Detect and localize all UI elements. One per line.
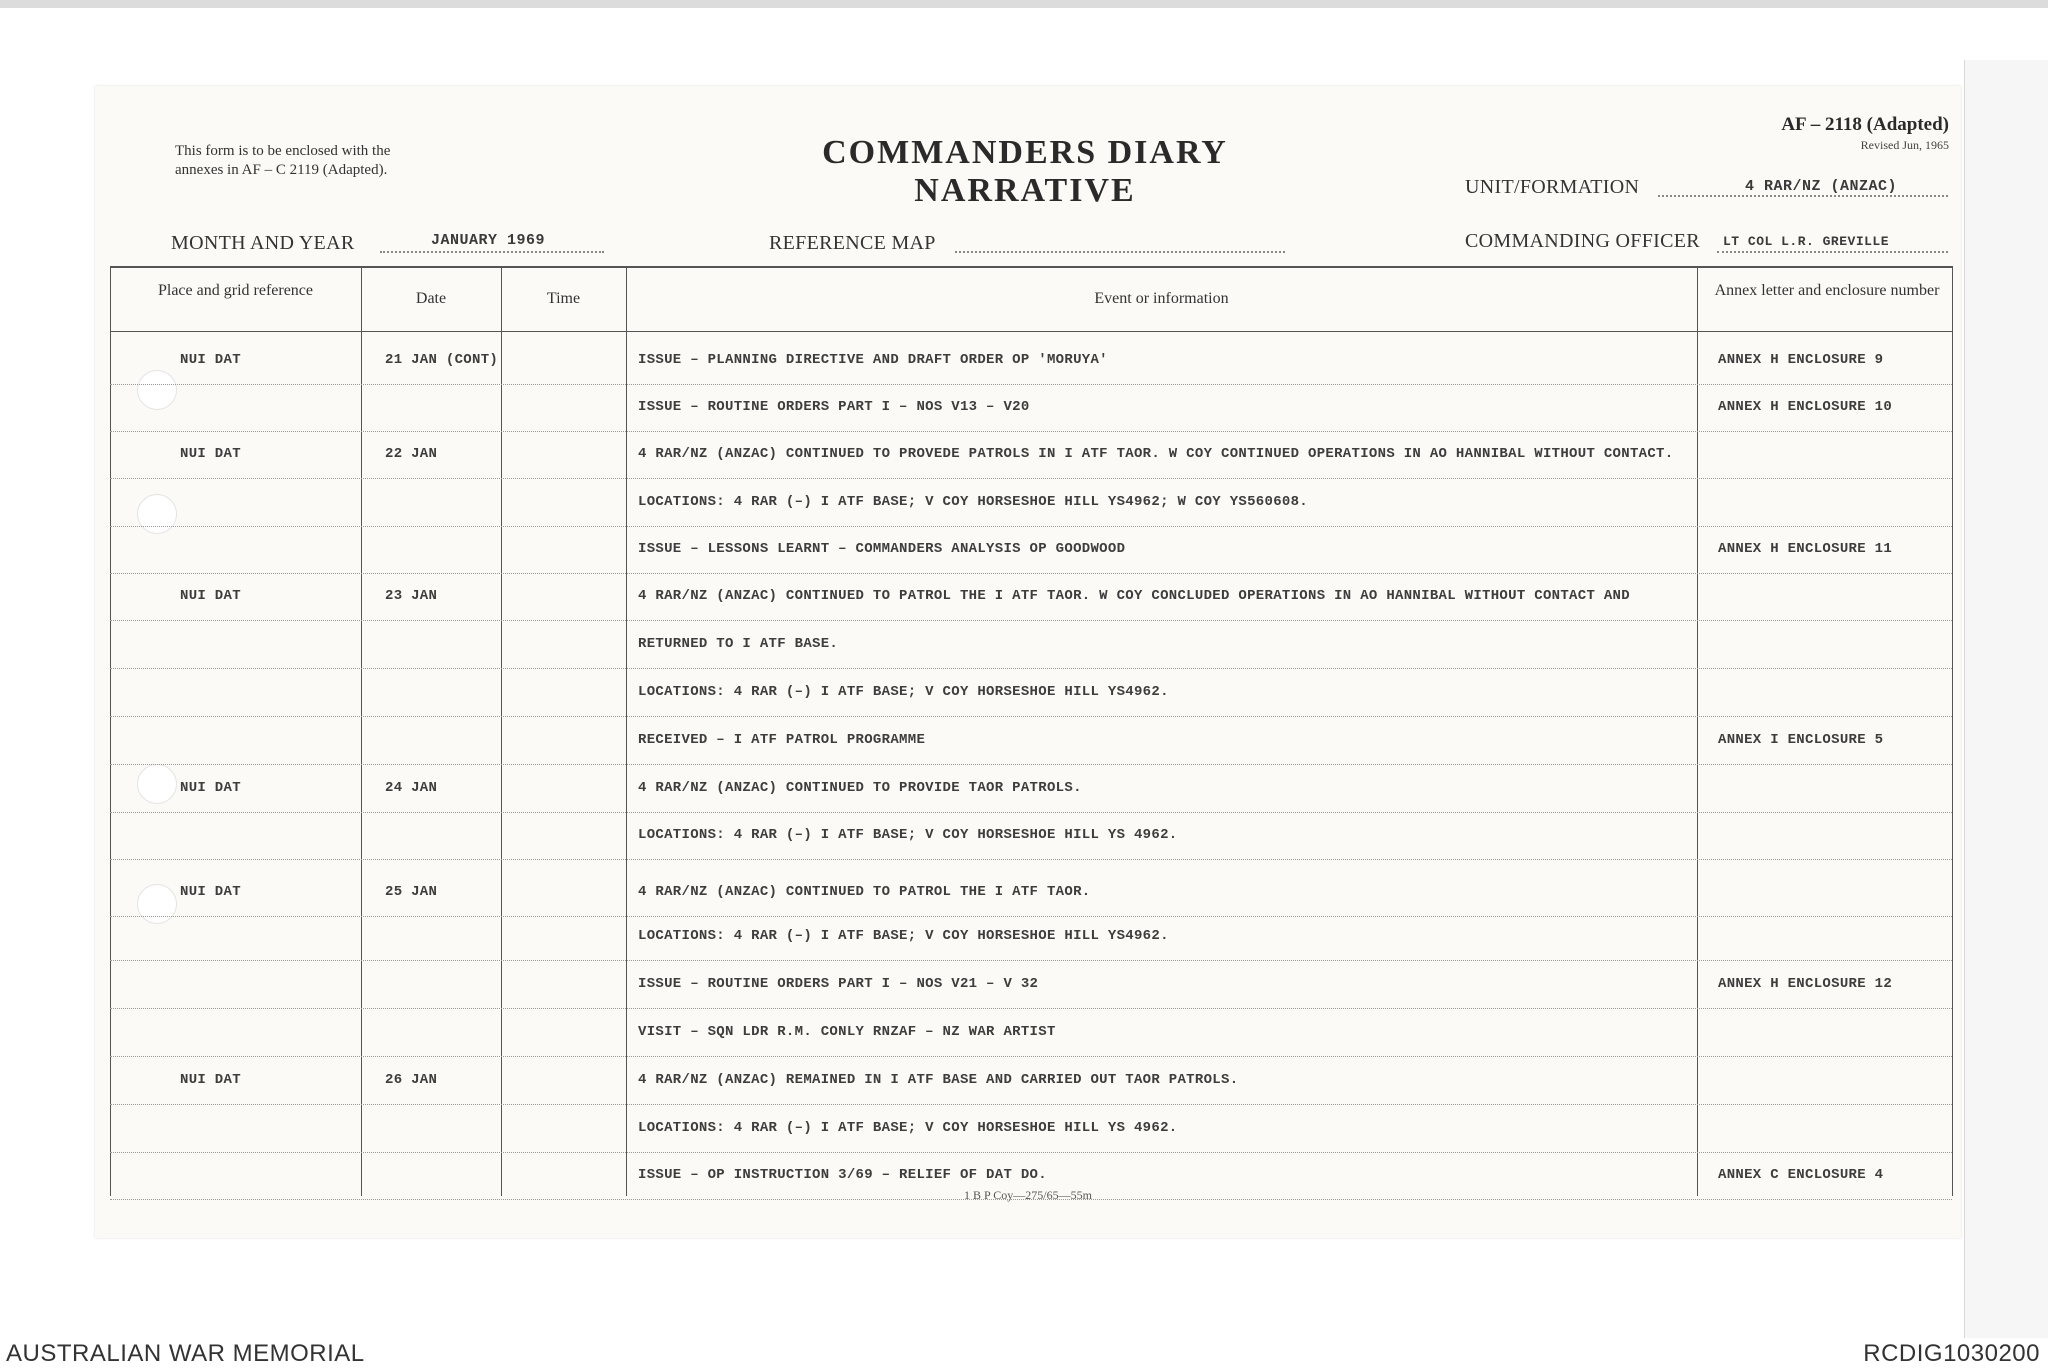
row-1-date: 21 JAN (CONT): [385, 352, 499, 368]
unit-value: 4 RAR/NZ (ANZAC): [1745, 178, 1898, 195]
diary-form-sheet: [95, 86, 1961, 1238]
row-6-place: NUI DAT: [180, 588, 241, 604]
row-9-annex: ANNEX I ENCLOSURE 5: [1718, 732, 1884, 748]
row-2-event: ISSUE – ROUTINE ORDERS PART I – NOS V13 – V20: [638, 399, 1030, 415]
row-divider: [110, 764, 1952, 765]
row-18-event: ISSUE – OP INSTRUCTION 3/69 – RELIEF OF DAT DO.: [638, 1167, 1047, 1183]
table-header-border: [110, 331, 1952, 332]
row-divider: [110, 960, 1952, 961]
row-3-event: 4 RAR/NZ (ANZAC) CONTINUED TO PROVEDE PATROLS IN I ATF TAOR. W COY CONTINUED OPERATIONS IN AO HANNIBAL WITHOUT CONTACT.: [638, 446, 1674, 462]
row-13-event: LOCATIONS: 4 RAR (–) I ATF BASE; V COY HORSESHOE HILL YS4962.: [638, 928, 1169, 944]
row-1-event: ISSUE – PLANNING DIRECTIVE AND DRAFT ORDER OP 'MORUYA': [638, 352, 1108, 368]
row-12-date: 25 JAN: [385, 884, 438, 900]
row-divider: [110, 716, 1952, 717]
row-divider: [110, 916, 1952, 917]
header-date: Date: [415, 290, 447, 307]
archive-name: AUSTRALIAN WAR MEMORIAL: [6, 1340, 365, 1367]
printer-imprint: 1 B P Coy—275/65—55m: [964, 1188, 1092, 1202]
header-annex: Annex letter and enclosure number: [1714, 282, 1940, 299]
row-16-event: 4 RAR/NZ (ANZAC) REMAINED IN I ATF BASE AND CARRIED OUT TAOR PATROLS.: [638, 1072, 1239, 1088]
punch-hole-4: [137, 884, 177, 924]
punch-hole-3: [137, 764, 177, 804]
row-divider: [110, 668, 1952, 669]
row-7-event: RETURNED TO I ATF BASE.: [638, 636, 839, 652]
row-8-event: LOCATIONS: 4 RAR (–) I ATF BASE; V COY HORSESHOE HILL YS4962.: [638, 684, 1169, 700]
scan-top-edge: [0, 0, 2048, 8]
row-16-date: 26 JAN: [385, 1072, 438, 1088]
row-12-event: 4 RAR/NZ (ANZAC) CONTINUED TO PATROL THE I ATF TAOR.: [638, 884, 1091, 900]
commanding-officer-dotted-line: [1717, 250, 1948, 253]
row-3-place: NUI DAT: [180, 446, 241, 462]
table-right-border: [1952, 266, 1953, 1196]
unit-label: UNIT/FORMATION: [1465, 176, 1640, 198]
row-divider: [110, 859, 1952, 860]
row-divider: [110, 1056, 1952, 1057]
row-4-event: LOCATIONS: 4 RAR (–) I ATF BASE; V COY HORSESHOE HILL YS4962; W COY YS560608.: [638, 494, 1309, 510]
instruction-line-2: annexes in AF – C 2119 (Adapted).: [175, 162, 388, 178]
row-divider: [110, 431, 1952, 432]
reference-map-dotted-line: [955, 250, 1285, 253]
row-5-event: ISSUE – LESSONS LEARNT – COMMANDERS ANALYSIS OP GOODWOOD: [638, 541, 1126, 557]
row-15-event: VISIT – SQN LDR R.M. CONLY RNZAF – NZ WAR ARTIST: [638, 1024, 1056, 1040]
row-divider: [110, 1104, 1952, 1105]
scan-backing-board: [1964, 60, 2048, 1340]
table-top-border: [110, 266, 1952, 268]
row-divider: [110, 1008, 1952, 1009]
row-14-annex: ANNEX H ENCLOSURE 12: [1718, 976, 1893, 992]
commanding-officer-value: LT COL L.R. GREVILLE: [1723, 234, 1890, 249]
row-6-event: 4 RAR/NZ (ANZAC) CONTINUED TO PATROL THE I ATF TAOR. W COY CONCLUDED OPERATIONS IN AO HANNIBAL WITHOUT CONTACT AND: [638, 588, 1630, 604]
row-divider: [110, 620, 1952, 621]
form-revision: Revised Jun, 1965: [1860, 138, 1949, 152]
header-time: Time: [546, 290, 581, 307]
month-year-label: MONTH AND YEAR: [171, 232, 355, 254]
row-11-event: LOCATIONS: 4 RAR (–) I ATF BASE; V COY HORSESHOE HILL YS 4962.: [638, 827, 1178, 843]
row-divider: [110, 526, 1952, 527]
row-12-place: NUI DAT: [180, 884, 241, 900]
header-event: Event or information: [1094, 290, 1229, 307]
instruction-line-1: This form is to be enclosed with the: [175, 143, 391, 159]
row-5-annex: ANNEX H ENCLOSURE 11: [1718, 541, 1893, 557]
month-year-dotted-line: [380, 250, 604, 253]
row-3-date: 22 JAN: [385, 446, 438, 462]
row-9-event: RECEIVED – I ATF PATROL PROGRAMME: [638, 732, 926, 748]
form-instructions: [175, 142, 495, 180]
row-1-annex: ANNEX H ENCLOSURE 9: [1718, 352, 1884, 368]
row-14-event: ISSUE – ROUTINE ORDERS PART I – NOS V21 – V 32: [638, 976, 1039, 992]
row-6-date: 23 JAN: [385, 588, 438, 604]
row-divider: [110, 478, 1952, 479]
row-16-place: NUI DAT: [180, 1072, 241, 1088]
row-divider: [110, 812, 1952, 813]
header-place: Place and grid reference: [157, 282, 313, 299]
row-17-event: LOCATIONS: 4 RAR (–) I ATF BASE; V COY HORSESHOE HILL YS 4962.: [638, 1120, 1178, 1136]
row-divider: [110, 573, 1952, 574]
row-divider: [110, 384, 1952, 385]
commanding-officer-label: COMMANDING OFFICER: [1465, 230, 1700, 252]
reference-map-label: REFERENCE MAP: [769, 232, 936, 254]
punch-hole-2: [137, 494, 177, 534]
row-2-annex: ANNEX H ENCLOSURE 10: [1718, 399, 1893, 415]
row-18-annex: ANNEX C ENCLOSURE 4: [1718, 1167, 1884, 1183]
punch-hole-1: [137, 370, 177, 410]
form-code: AF – 2118 (Adapted): [1781, 114, 1949, 135]
row-10-event: 4 RAR/NZ (ANZAC) CONTINUED TO PROVIDE TAOR PATROLS.: [638, 780, 1082, 796]
row-10-date: 24 JAN: [385, 780, 438, 796]
row-10-place: NUI DAT: [180, 780, 241, 796]
row-divider: [110, 1152, 1952, 1153]
record-id: RCDIG1030200: [1863, 1340, 2040, 1367]
form-title: COMMANDERS DIARY NARRATIVE: [822, 134, 1228, 209]
month-year-value: JANUARY 1969: [431, 232, 546, 249]
row-1-place: NUI DAT: [180, 352, 241, 368]
